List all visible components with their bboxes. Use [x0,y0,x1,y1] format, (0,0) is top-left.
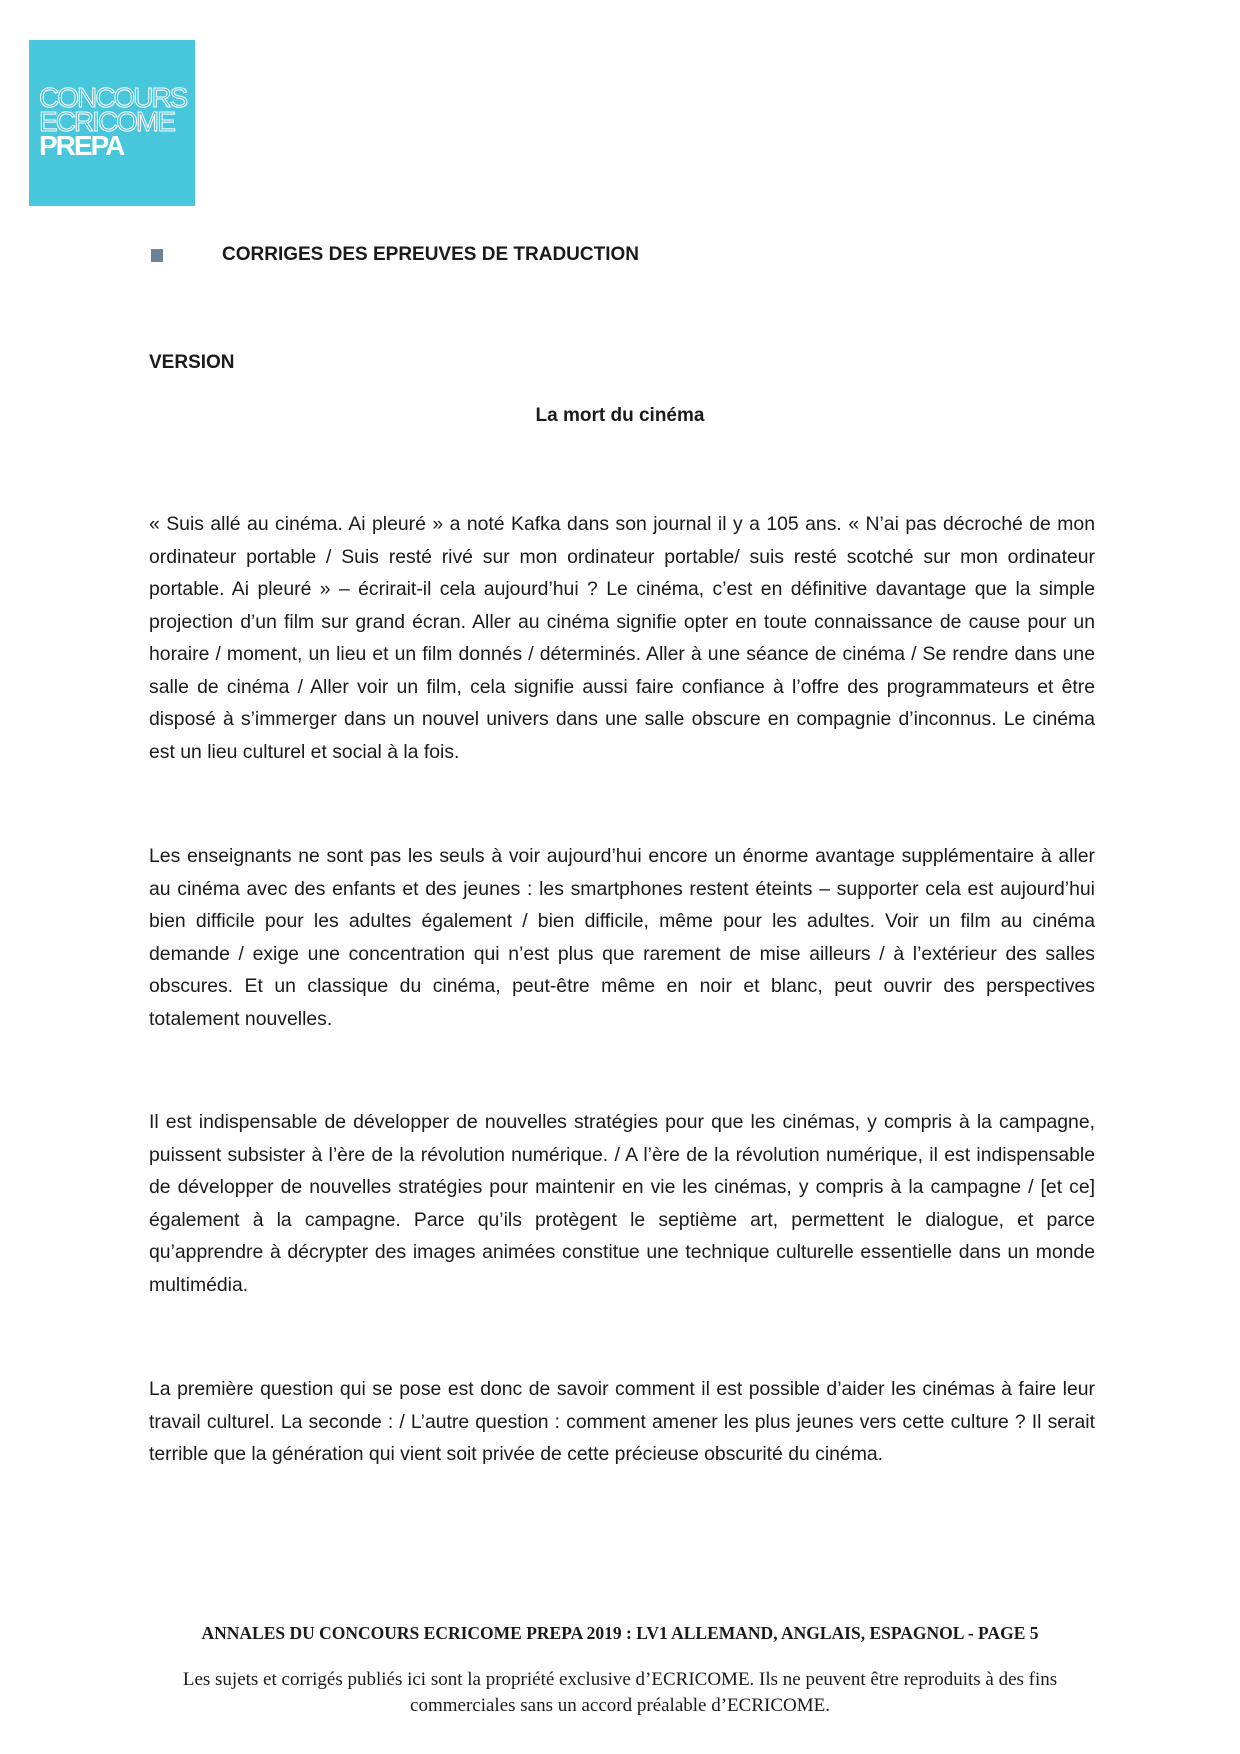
logo-line-prepa: PREPA [39,130,124,161]
concours-ecricome-prepa-logo [29,40,195,206]
logo-line-concours: CONCOURS [39,82,187,113]
section-heading [151,244,1051,270]
logo-line-ecricome: ECRICOME [39,106,174,137]
paragraph-4: La première question qui se pose est donc de savoir comment il est possible d’aider les cinémas à faire leur travail culturel. La seconde : / L’autre question : comment amener les plus jeunes vers cette culture ? Il serait terrible que la génération qui vient soit privée de cette précieuse obscurité du cinéma. [149,1378,1095,1465]
paragraph-1: « Suis allé au cinéma. Ai pleuré » a noté Kafka dans son journal il y a 105 ans. « N’ai pas décroché de mon ordinateur portable / Suis resté rivé sur mon ordinateur portable/ suis resté scotché sur mon ordinateur portable. Ai pleuré » – écrirait-il cela aujourd’hui ? Le cinéma, c’est en définitive davantage que la simple projection d’un film sur grand écran. Aller au cinéma signifie opter en toute connaissance de cause pour un horaire / moment, un lieu et un film donnés / déterminés. Aller à une séance de cinéma / Se rendre dans une salle de cinéma / Aller voir un film, cela signifie aussi faire confiance à l’offre des programmateurs et être disposé à s’immerger dans un nouvel univers dans une salle obscure en compagnie d’inconnus. Le cinéma est un lieu culturel et social à la fois. [149,513,1095,763]
document-title: La mort du cinéma [535,405,705,426]
version-label: VERSION [149,352,235,373]
footer-copyright-notice: Les sujets et corrigés publiés ici sont la propriété exclusive d’ECRICOME. Ils ne peuvent être reproduits à des fins commerciales sans un accord préalable d’ECRICOME. [182,1669,1058,1716]
paragraph-2: Les enseignants ne sont pas les seuls à voir aujourd’hui encore un énorme avantage supplémentaire à aller au cinéma avec des enfants et des jeunes : les smartphones restent éteints – supporter cela est aujourd’hui bien difficile pour les adultes également / bien difficile, même pour les adultes. Voir un film au cinéma demande / exige une concentration qui n’est plus que rarement de mise ailleurs / à l’extérieur des salles obscures. Et un classique du cinéma, peut-être même en noir et blanc, peut ouvrir des perspectives totalement nouvelles. [149,845,1095,1030]
square-bullet-icon [151,249,163,262]
section-title: CORRIGES DES EPREUVES DE TRADUCTION [222,244,639,265]
paragraph-3: Il est indispensable de développer de nouvelles stratégies pour que les cinémas, y compris à la campagne, puissent subsister à l’ère de la révolution numérique. / A l’ère de la révolution numérique, il est indispensable de développer de nouvelles stratégies pour maintenir en vie les cinémas, y compris à la campagne / [et ce] également à la campagne. Parce qu’ils protègent le septième art, permettent le dialogue, et parce qu’apprendre à décrypter des images animées constitue une technique culturelle essentielle dans un monde multimédia. [149,1111,1095,1296]
logo-text [39,82,189,161]
footer-title: ANNALES DU CONCOURS ECRICOME PREPA 2019 : LV1 ALLEMAND, ANGLAIS, ESPAGNOL - PAGE 5 [201,1623,1039,1643]
